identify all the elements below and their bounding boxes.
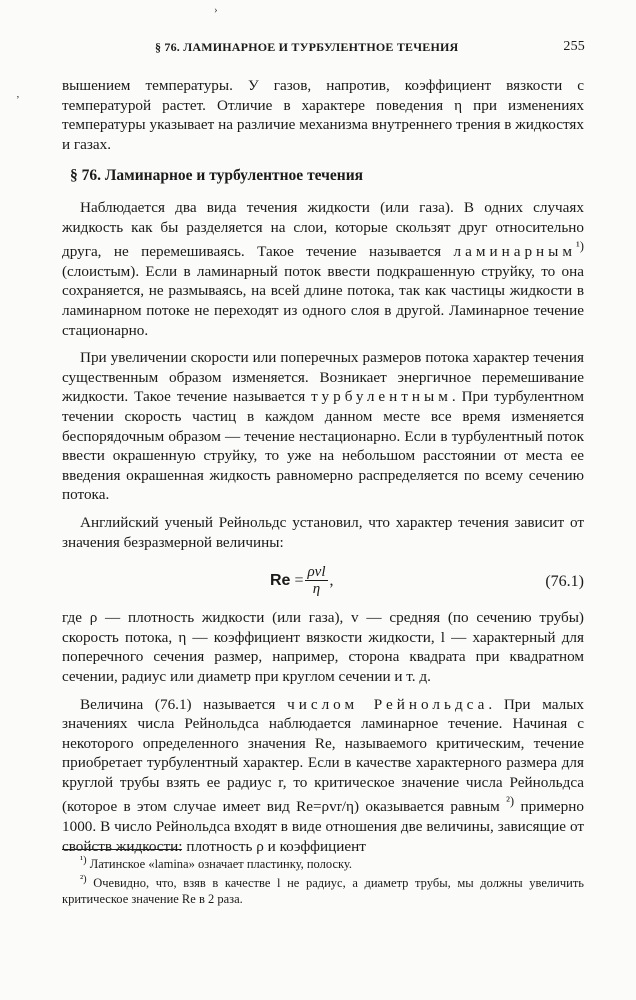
footnote-2-text: Очевидно, что, взяв в качестве l не радиус, а диаметр трубы, мы должны увеличить критическое значение Re в 2 раза. — [62, 876, 584, 907]
equation-number: (76.1) — [545, 573, 584, 591]
footnote-1-mark: ¹) — [80, 855, 87, 866]
formula-numerator: ρvl — [307, 564, 326, 581]
term-turbulent: турбулентным — [311, 388, 452, 406]
paragraph-reynolds-text-a: Величина (76.1) называется — [80, 695, 288, 713]
footnote-2 — [62, 872, 584, 907]
scan-mark-left: ‚ — [16, 88, 20, 100]
footnote-divider — [62, 849, 182, 850]
paragraph-reynolds-text-c: примерно 1000. В число Рейнольдса входят в виде отношения две величины, зависящие от свойств жидкости: плотность ρ и коэффициент — [62, 798, 584, 855]
formula-denominator: η — [312, 581, 321, 598]
paragraph-reynolds-number — [62, 695, 584, 857]
section-heading: § 76. Ламинарное и турбулентное течения — [70, 167, 364, 185]
footnote-2-mark: ²) — [80, 874, 87, 886]
main-text — [62, 76, 584, 856]
formula-fraction — [305, 564, 327, 598]
term-reynolds-number: числом Рейнольдса — [287, 695, 489, 713]
paragraph-laminar-text-b: (слоистым). Если в ламинарный поток ввести подкрашенную струйку, то она сохраняется, не размываясь, на всей длине потока, так как частицы жидкости в ламинарном потоке не переходят из одного слоя в другой. Ламинарное течение стационарно. — [62, 262, 584, 339]
paragraph-laminar-text-a: Наблюдается два вида течения жидкости (или газа). В одних случаях жидкость как бы разделяется на слои, которые скользят друг относительно друга, не перемешиваясь. Такое течение называется — [62, 198, 584, 261]
scan-mark-top: › — [214, 4, 218, 16]
formula-comma: , — [329, 572, 334, 590]
paragraph-reynolds-text-b: . При малых значениях числа Рейнольдса наблюдается ламинарное течение. Начиная с некоторого определенного значения Re, называемого критическим, течение приобретает турбулентный характер. Если в качестве характерного размера для круглой трубы взять ее радиус r, то критическое значение числа Рейнольдса (которое в этом случае имеет вид Re=ρvr/η) оказывается равным — [62, 695, 584, 816]
footnote-ref-2: ²) — [506, 794, 515, 809]
running-header-title: § 76. ЛАМИНАРНОЕ И ТУРБУЛЕНТНОЕ ТЕЧЕНИЯ — [155, 40, 459, 54]
paragraph-turbulent-text-b: . При турбулентном течении скорость частиц в каждом данном месте все время изменяется беспорядочным образом — течение нестационарно. Если в турбулентный поток ввести окрашенную струйку, то уже на небольшом расстоянии от места ее введения окрашенная жидкость равномерно распределяется по всему сечению потока. — [62, 388, 585, 504]
paragraph-laminar — [62, 198, 584, 340]
paragraph-definitions: где ρ — плотность жидкости (или газа), v — средняя (по сечению трубы) скорость потока, η — коэффициент вязкости жидкости, l — характерный для поперечного сечения размер, например, сторона квадрата при квадратном сечении, радиус или диаметр при круглом сечении и т. д. — [62, 609, 584, 685]
paragraph-continued: вышением температуры. У газов, напротив, коэффициент вязкости с температурой растет. Отличие в характере поведения η при изменениях температуры указывает на различие механизма внутреннего трения в жидкостях и газах. — [62, 77, 584, 153]
formula-equals: = — [294, 572, 304, 590]
page-number: 255 — [563, 39, 585, 54]
footnote-1 — [62, 853, 584, 872]
formula-lhs: Re — [270, 572, 291, 590]
paragraph-reynolds-intro: Английский ученый Рейнольдс установил, что характер течения зависит от значения безразмерной величины: — [62, 513, 584, 551]
paragraph-turbulent-text-a: При увеличении скорости или поперечных размеров потока характер течения существенным образом изменяется. Возникает энергичное перемешивание жидкости. Такое течение называется — [62, 349, 584, 406]
footnote-1-text: Латинское «lamina» означает пластинку, полоску. — [86, 857, 353, 872]
footnotes — [62, 849, 584, 907]
running-header — [60, 40, 585, 60]
equation-76-1 — [62, 558, 584, 604]
footnote-ref-1: ¹) — [575, 239, 584, 254]
paragraph-turbulent — [62, 348, 584, 505]
term-laminar: ламинарным — [453, 243, 576, 261]
